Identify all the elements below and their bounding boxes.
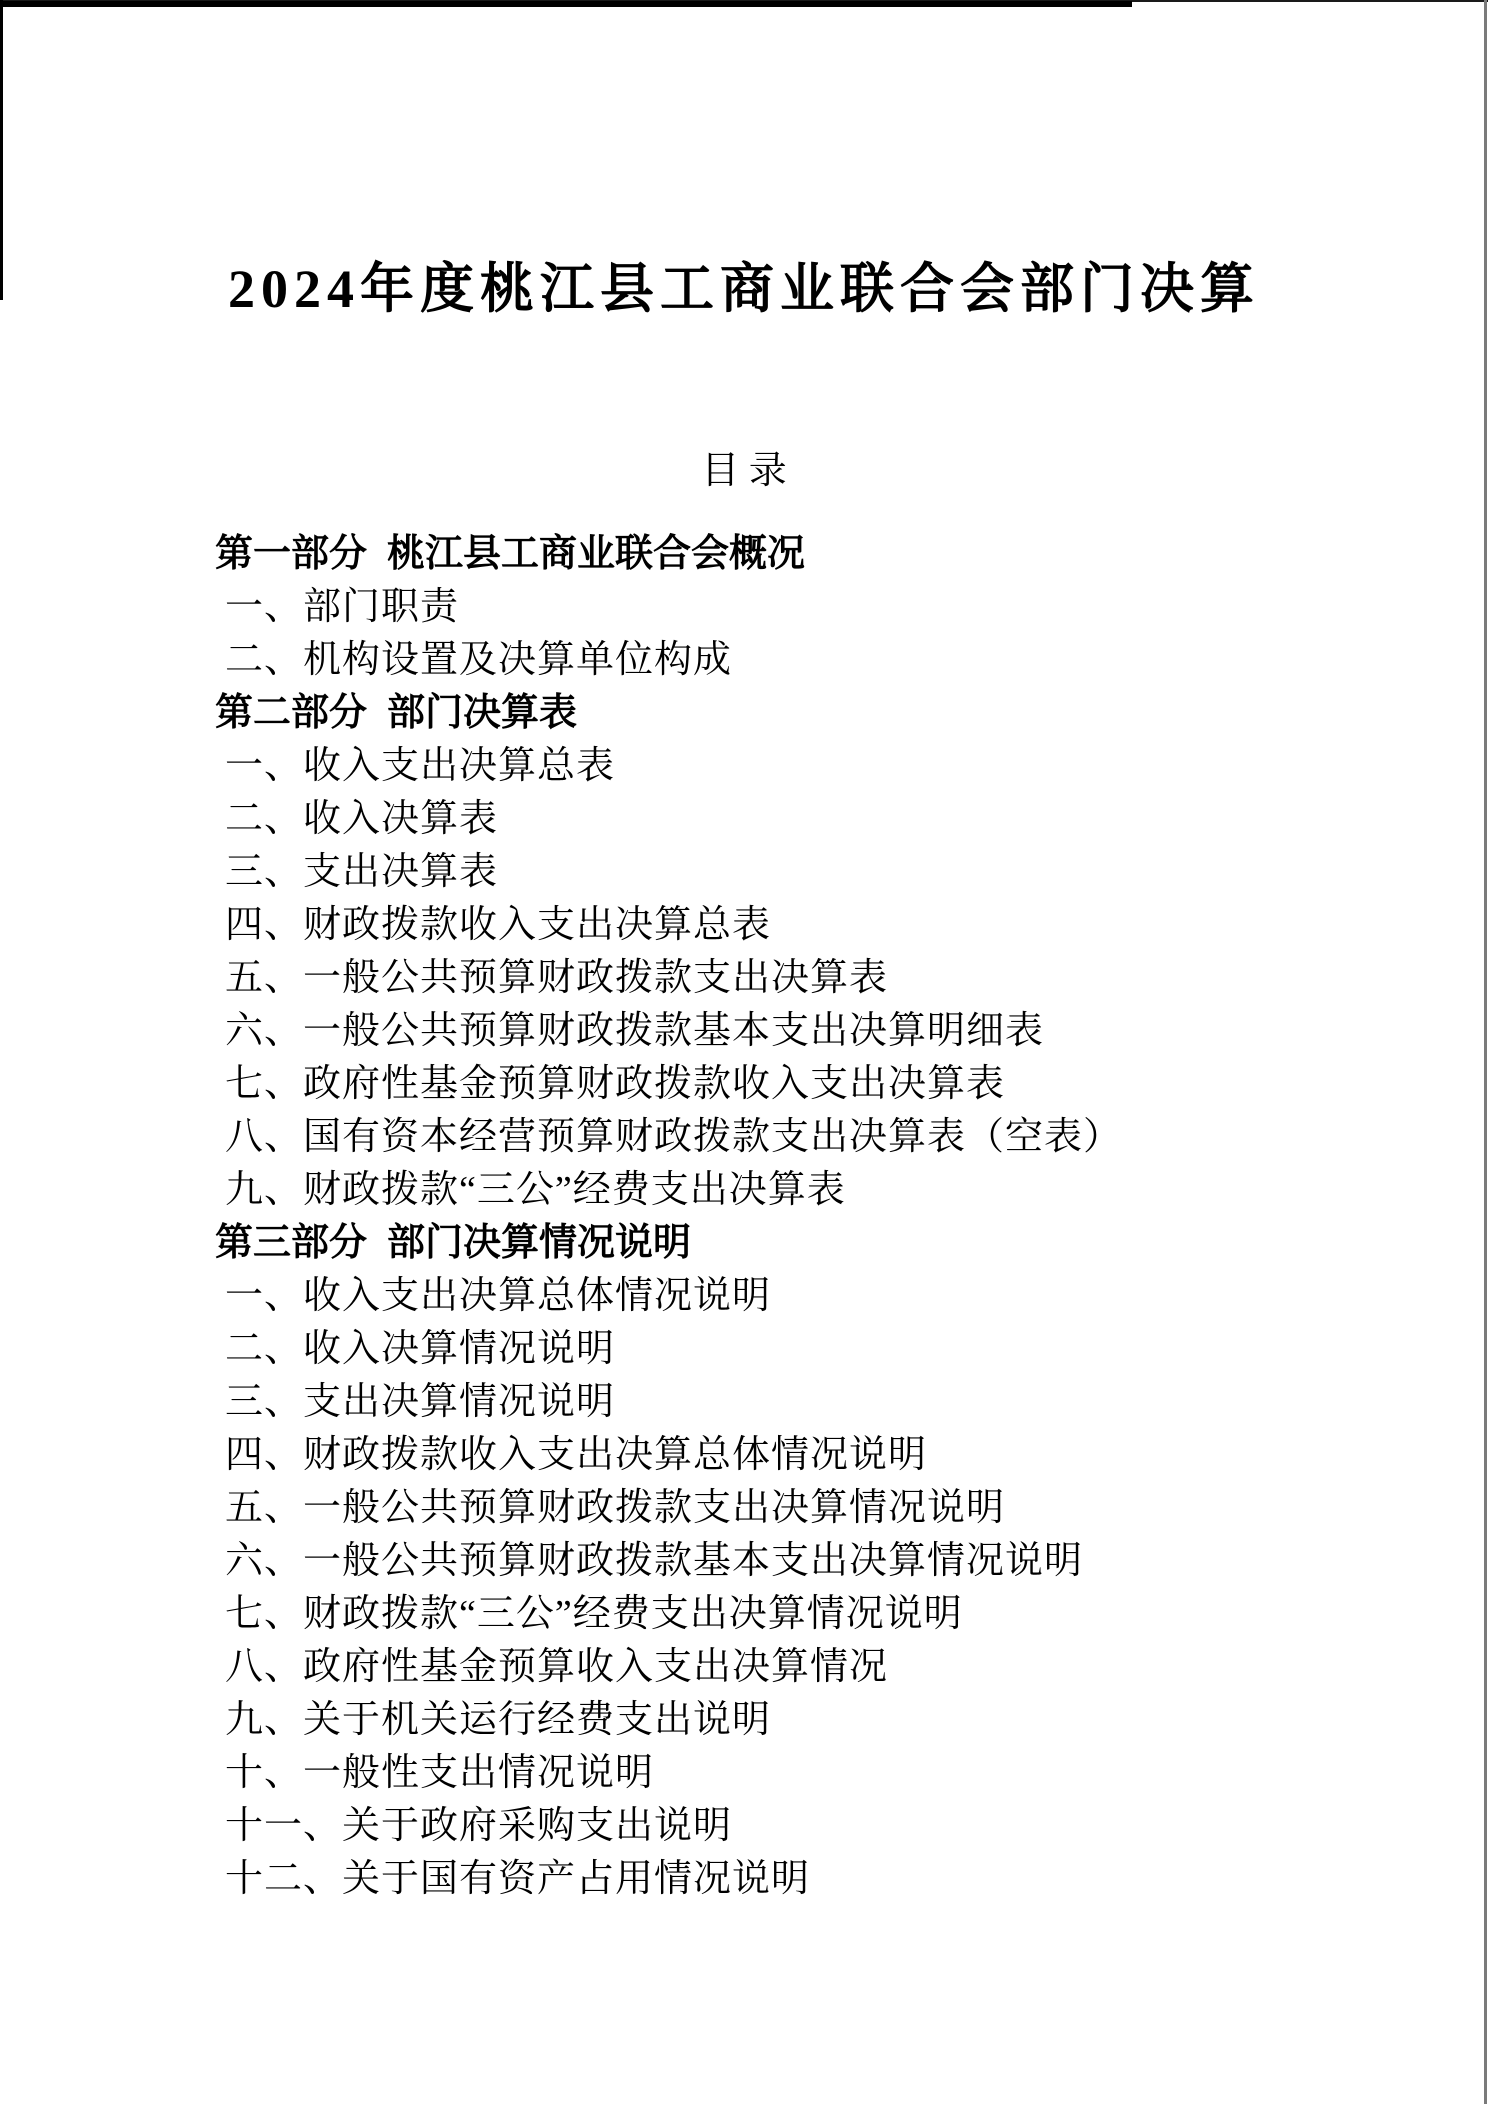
toc-item: 四、财政拨款收入支出决算总表 xyxy=(225,904,772,946)
toc-item: 八、政府性基金预算收入支出决算情况 xyxy=(225,1646,889,1688)
toc-item: 三、支出决算表 xyxy=(225,851,499,893)
toc-item: 一、收入支出决算总体情况说明 xyxy=(225,1275,772,1317)
toc-item: 十一、关于政府采购支出说明 xyxy=(225,1805,733,1847)
toc-part-label: 第二部分 xyxy=(215,692,368,734)
toc-item: 九、财政拨款“三公”经费支出决算表 xyxy=(225,1169,846,1211)
toc-part-heading-1 xyxy=(215,528,1428,581)
toc-item: 七、财政拨款“三公”经费支出决算情况说明 xyxy=(225,1593,963,1635)
toc-item: 五、一般公共预算财政拨款支出决算情况说明 xyxy=(225,1487,1006,1529)
toc-part-label: 第一部分 xyxy=(215,533,368,575)
toc-part-heading-2 xyxy=(215,687,1428,740)
toc-item: 七、政府性基金预算财政拨款收入支出决算表 xyxy=(225,1063,1006,1105)
page-left-edge-line xyxy=(0,0,3,300)
toc-item: 十、一般性支出情况说明 xyxy=(225,1752,655,1794)
toc-item: 一、收入支出决算总表 xyxy=(225,745,616,787)
toc-item: 三、支出决算情况说明 xyxy=(225,1381,616,1423)
toc-part-title: 部门决算情况说明 xyxy=(387,1222,692,1264)
toc-part-label: 第三部分 xyxy=(215,1222,368,1264)
toc-item: 六、一般公共预算财政拨款基本支出决算明细表 xyxy=(225,1010,1045,1052)
toc-part-title: 部门决算表 xyxy=(387,692,578,734)
toc-item: 六、一般公共预算财政拨款基本支出决算情况说明 xyxy=(225,1540,1084,1582)
toc-part-title: 桃江县工商业联合会概况 xyxy=(387,533,806,575)
toc-item: 二、收入决算表 xyxy=(225,798,499,840)
page-top-edge-bar xyxy=(0,1,1132,7)
toc-part-heading-3 xyxy=(215,1217,1428,1270)
document-title: 2024年度桃江县工商业联合会部门决算 xyxy=(228,259,1260,319)
toc-item: 九、关于机关运行经费支出说明 xyxy=(225,1699,772,1741)
toc-item: 二、收入决算情况说明 xyxy=(225,1328,616,1370)
toc-item: 四、财政拨款收入支出决算总体情况说明 xyxy=(225,1434,928,1476)
page-right-edge-line xyxy=(1484,0,1487,2104)
table-of-contents xyxy=(0,528,1488,1906)
toc-item: 八、国有资本经营预算财政拨款支出决算表（空表） xyxy=(225,1116,1123,1158)
toc-item: 五、一般公共预算财政拨款支出决算表 xyxy=(225,957,889,999)
toc-heading: 目 录 xyxy=(701,450,787,492)
toc-item: 十二、关于国有资产占用情况说明 xyxy=(225,1858,811,1900)
toc-item: 二、机构设置及决算单位构成 xyxy=(225,639,733,681)
toc-item: 一、部门职责 xyxy=(225,586,460,628)
